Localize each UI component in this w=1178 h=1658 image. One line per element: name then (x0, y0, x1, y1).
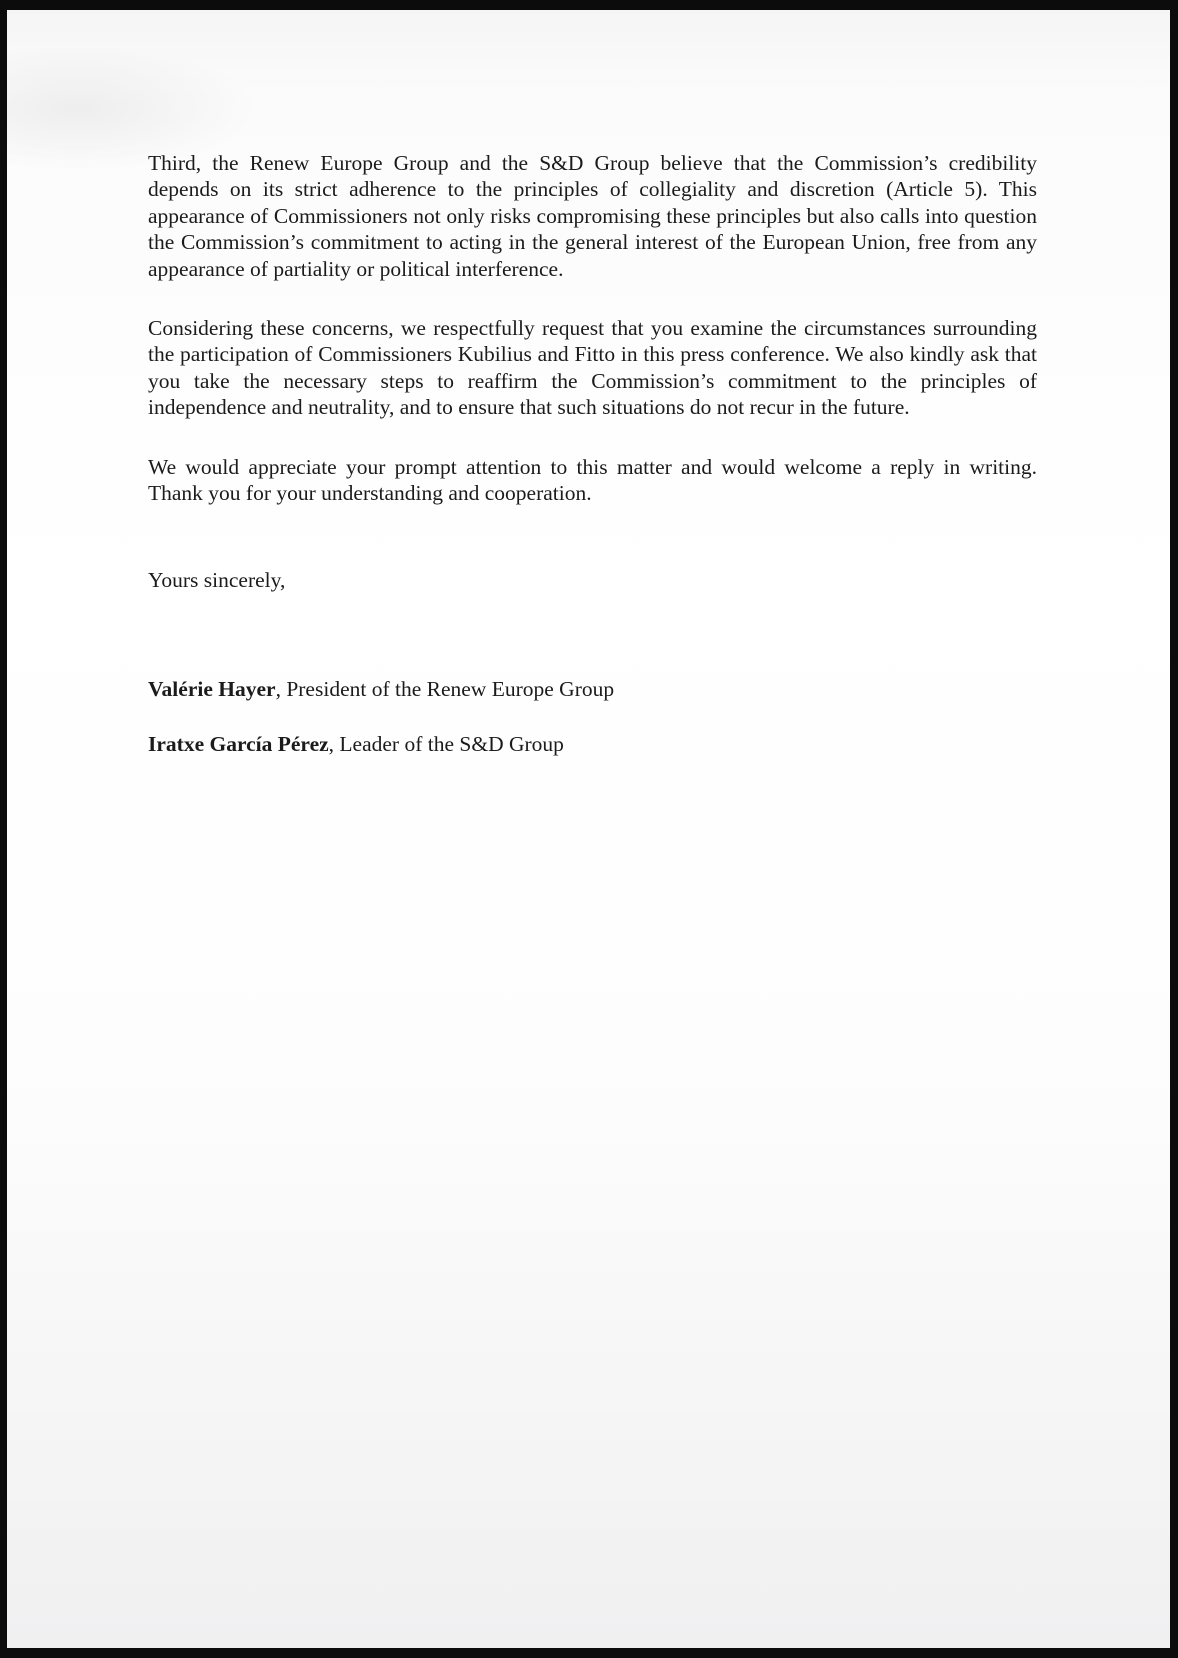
signatory-role-renew-europe: , President of the Renew Europe Group (275, 676, 615, 701)
letter-page (7, 10, 1170, 1648)
signatory-role-sd-group: , Leader of the S&D Group (328, 732, 564, 757)
signatory-name-valerie-hayer: Valérie Hayer (148, 676, 276, 701)
letter-paragraph-third-point: Third, the Renew Europe Group and the S&D Group believe that the Commission’s credibility depends on its strict adherence to the principles of collegiality and discretion (Article 5). This appearance of Commissioners not only risks compromising these principles but also calls into question the Commission’s commitment to acting in the general interest of the European Union, free from any appearance of partiality or political interference. (148, 151, 1037, 281)
letter-closing: Yours sincerely, (148, 568, 286, 593)
letter-paragraph-request: Considering these concerns, we respectfully request that you examine the circumstances surrounding the participation of Commissioners Kubilius and Fitto in this press conference. We also kindly ask that you take the necessary steps to reaffirm the Commission’s commitment to the principles of independence and neutrality, and to ensure that such situations do not recur in the future. (148, 316, 1037, 420)
signatory-name-iratxe-garcia-perez: Iratxe García Pérez (148, 732, 329, 757)
signature-line-valerie-hayer (148, 676, 1037, 702)
signature-line-iratxe-garcia-perez (148, 731, 1037, 757)
letter-paragraph-thanks: We would appreciate your prompt attention to this matter and would welcome a reply in writing. Thank you for your understanding and cooperation. (148, 454, 1037, 506)
